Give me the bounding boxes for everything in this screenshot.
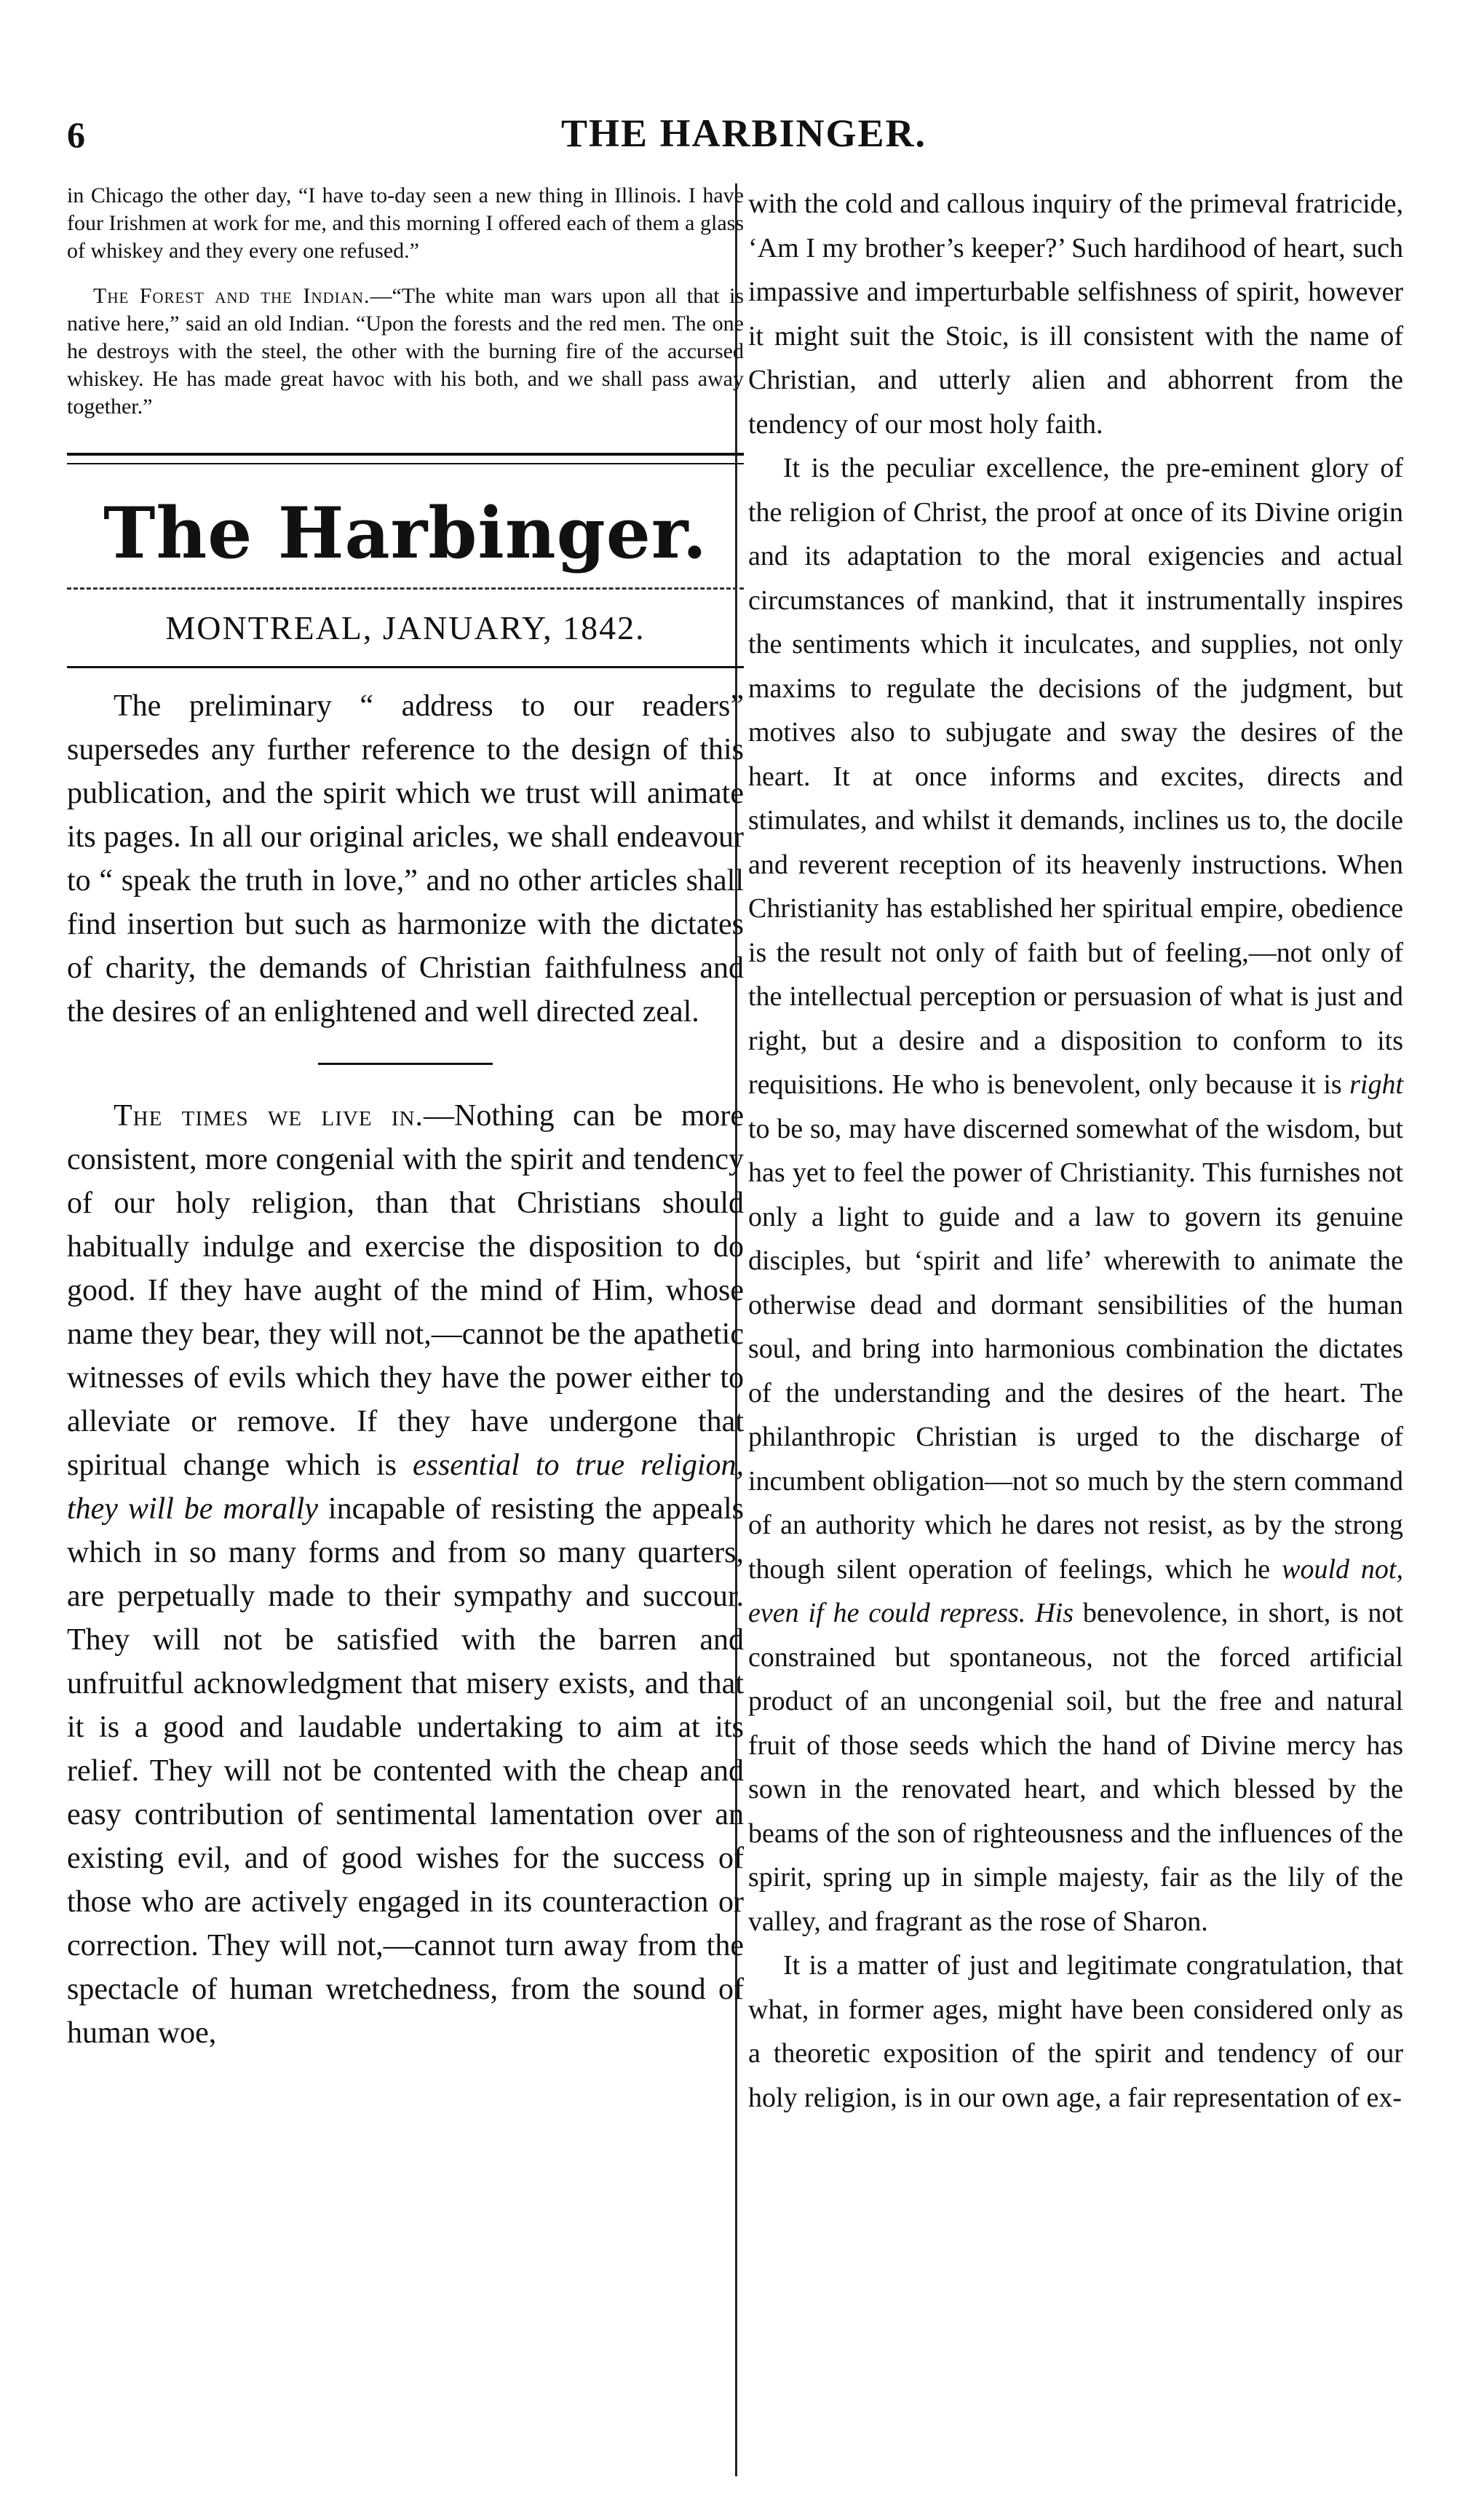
page-header bbox=[67, 102, 1421, 167]
excellence-paragraph bbox=[748, 446, 1403, 1944]
section-divider bbox=[318, 1063, 493, 1065]
right-italic: right bbox=[1349, 1069, 1403, 1100]
excellence-part-3: benevolence, in short, is not constrained but spontaneous, not the forced artificial product of an uncongenial soil, but the free and natural fruit of those seeds which the hand of Divine mercy has sown in the renovated heart, and which blessed by the beams of the son of righteousness and the influences of the spirit, spring up in simple majesty, fair as the lily of the valley, and fragrant as the rose of Sharon. bbox=[748, 1598, 1403, 1937]
times-paragraph bbox=[67, 1094, 744, 2055]
times-body-2: incapable of resisting the appeals which in so many forms and from so many quarters, are perpetually made to their sympathy and succour. They will not be satisfied with the barren and unfruitful acknowledgment that misery exists, and that it is a good and laudable undertaking to aim at its relief. They will not be contented with the cheap and easy contribution of sentimental lamentation over an existing evil, and of good wishes for the success of those who are actively engaged in its counteraction or correction. They will not,—cannot turn away from the spectacle of human wretchedness, from the sound of human woe, bbox=[67, 1492, 744, 2050]
right-column bbox=[748, 182, 1403, 2120]
masthead-dashed-rule bbox=[67, 587, 744, 590]
running-title: THE HARBINGER. bbox=[560, 111, 927, 155]
times-italic: essential to true religion, they will be morally bbox=[67, 1449, 744, 1526]
excellence-part-2: to be so, may have discerned somewhat of the wisdom, but has yet to feel the power of Christianity. This furnishes not only a light to guide and a law to govern its genuine disciples, but ‘spirit and life’ wherewith to animate the otherwise dead and dormant sensibilities of the human soul, and bring into harmonious combination the dictates of the understanding and the desires of the heart. The philanthropic Christian is urged to the discharge of incumbent obligation—not so much by the stern command of an authority which he dares not resist, as by the strong though silent operation of feelings, which he bbox=[748, 1113, 1403, 1585]
left-column bbox=[67, 182, 744, 2055]
times-heading: The times we live in. bbox=[114, 1099, 424, 1133]
masthead-title: The Harbinger. bbox=[103, 492, 707, 574]
times-body-1: —Nothing can be more consistent, more congenial with the spirit and tendency of our holy religion, than that Christians should habitually indulge and exercise the disposition to do good. If they have aught of the mind of Him, whose name they bear, they will not,—cannot be the apathetic witnesses of evils which they have the power either to alleviate or remove. If they have undergone that spiritual change which is bbox=[67, 1099, 745, 1482]
intro-paragraph: The preliminary “ address to our readers” supersedes any further reference to the design of this publication, and the spirit which we trust will animate its pages. In all our original aricles, we shall endeavour to “ speak the truth in love,” and no other articles shall find insertion but such as harmonize with the dictates of charity, the demands of Christian faithfulness and the desires of an enlightened and well directed zeal. bbox=[67, 689, 744, 1029]
repress-italic: would not, even if he could repress. His bbox=[748, 1553, 1403, 1628]
forest-indian-heading: The Forest and the Indian. bbox=[93, 284, 370, 308]
dateline-rule bbox=[67, 666, 744, 668]
masthead-top-rule bbox=[67, 453, 744, 464]
page-number: 6 bbox=[67, 114, 85, 155]
dateline: MONTREAL, JANUARY, 1842. bbox=[165, 609, 646, 646]
forest-indian-body: —“The white man wars upon all that is native here,” said an old Indian. “Upon the forests and the red men. The one he destroys with the steel, the other with the burning fire of the accursed whiskey. He has made great havoc with his both, and we shall pass away together.” bbox=[67, 284, 744, 419]
fratricide-paragraph: with the cold and callous inquiry of the primeval fratricide, ‘Am I my brother’s keeper?’ Such hardihood of heart, such impassive and imperturbable selfishness of spirit, however it might suit the Stoic, is ill consistent with the name of Christian, and utterly alien and abhorrent from the tendency of our most holy faith. bbox=[748, 189, 1403, 440]
congratulation-paragraph: It is a matter of just and legitimate congratulation, that what, in former ages, might have been considered only as a theoretic exposition of the spirit and tendency of our holy religion, is in our own age, a fair representation of ex- bbox=[748, 1950, 1403, 2113]
forest-indian-note bbox=[67, 282, 744, 421]
excellence-part-1: It is the peculiar excellence, the pre-eminent glory of the religion of Christ, the proof at once of its Divine origin and its adaptation to the moral exigencies and actual circumstances of mankind, that it instrumentally inspires the sentiments which it inculcates, and supplies, not only maxims to regulate the decisions of the judgment, but motives also to subjugate and sway the desires of the heart. It at once informs and excites, directs and stimulates, and whilst it demands, inclines us to, the docile and reverent reception of its heavenly instructions. When Christianity has established her spiritual empire, obedience is the result not only of faith but of feeling,—not only of the intellectual perception or persuasion of what is just and right, but a desire and a disposition to conform to its requisitions. He who is benevolent, only because it is bbox=[748, 453, 1403, 1100]
chicago-note: in Chicago the other day, “I have to-day seen a new thing in Illinois. I have four Irishmen at work for me, and this morning I offered each of them a glass of whiskey and they every one refused.” bbox=[67, 183, 744, 263]
